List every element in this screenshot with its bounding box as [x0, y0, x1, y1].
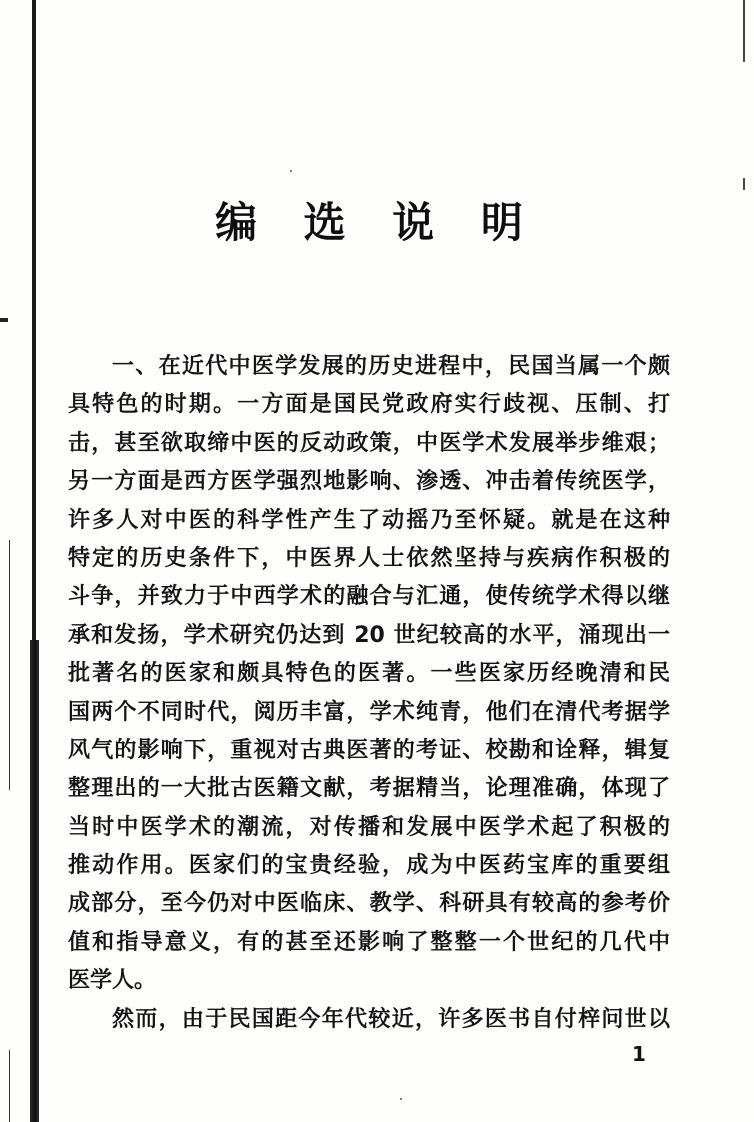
- text-line: 斗争，并致力于中西学术的融合与汇通，使传统学术得以继: [68, 584, 670, 610]
- binding-shadow: [30, 640, 39, 1122]
- text-line: 批著名的医家和颇具特色的医著。一些医家历经晚清和民: [68, 661, 670, 687]
- text-line: 医学人。: [68, 968, 157, 994]
- page-number: 1: [632, 1042, 646, 1066]
- text-line: 值和指导意义，有的甚至还影响了整整一个世纪的几代中: [68, 929, 670, 955]
- scan-edge-right: [743, 0, 745, 62]
- text-line: 击，甚至欲取缔中医的反动政策，中医学术发展举步维艰；: [68, 430, 670, 456]
- page-title: 编 选 说 明: [215, 198, 539, 247]
- text-line: 整理出的一大批古医籍文献，考据精当，论理准确，体现了: [68, 776, 670, 802]
- text-line: 当时中医学术的潮流，对传播和发展中医学术起了积极的: [68, 814, 670, 840]
- text-line: 成部分，至今仍对中医临床、教学、科研具有较高的参考价: [68, 891, 670, 917]
- scan-line-left-lower: [9, 1050, 10, 1122]
- text-line: 然而，由于民国距今年代较近，许多医书自付梓问世以: [112, 1006, 670, 1032]
- scan-speck: [400, 1098, 402, 1100]
- text-line: 另一方面是西方医学强烈地影响、渗透、冲击着传统医学，: [68, 469, 670, 495]
- scan-edge-right-mark: [743, 178, 745, 190]
- scan-speck: [290, 170, 292, 172]
- text-line: 具特色的时期。一方面是国民党政府实行歧视、压制、打: [68, 392, 670, 418]
- text-line: 特定的历史条件下，中医界人士依然坚持与疾病作积极的: [68, 545, 670, 571]
- text-line: 一、在近代中医学发展的历史进程中，民国当属一个颇: [112, 354, 670, 379]
- body-text: [68, 348, 670, 1039]
- text-line: 承和发扬，学术研究仍达到 20 世纪较高的水平，涌现出一: [68, 622, 670, 648]
- text-line: 风气的影响下，重视对古典医著的考证、校勘和诠释，辑复: [68, 737, 670, 763]
- text-line: 推动作用。医家们的宝贵经验，成为中医药宝库的重要组: [68, 853, 670, 879]
- scan-line-left: [9, 540, 10, 790]
- text-line: 国两个不同时代，阅历丰富，学术纯青，他们在清代考据学: [68, 699, 670, 725]
- margin-mark: [0, 318, 8, 322]
- text-line: 许多人对中医的科学性产生了动摇乃至怀疑。就是在这种: [68, 507, 670, 533]
